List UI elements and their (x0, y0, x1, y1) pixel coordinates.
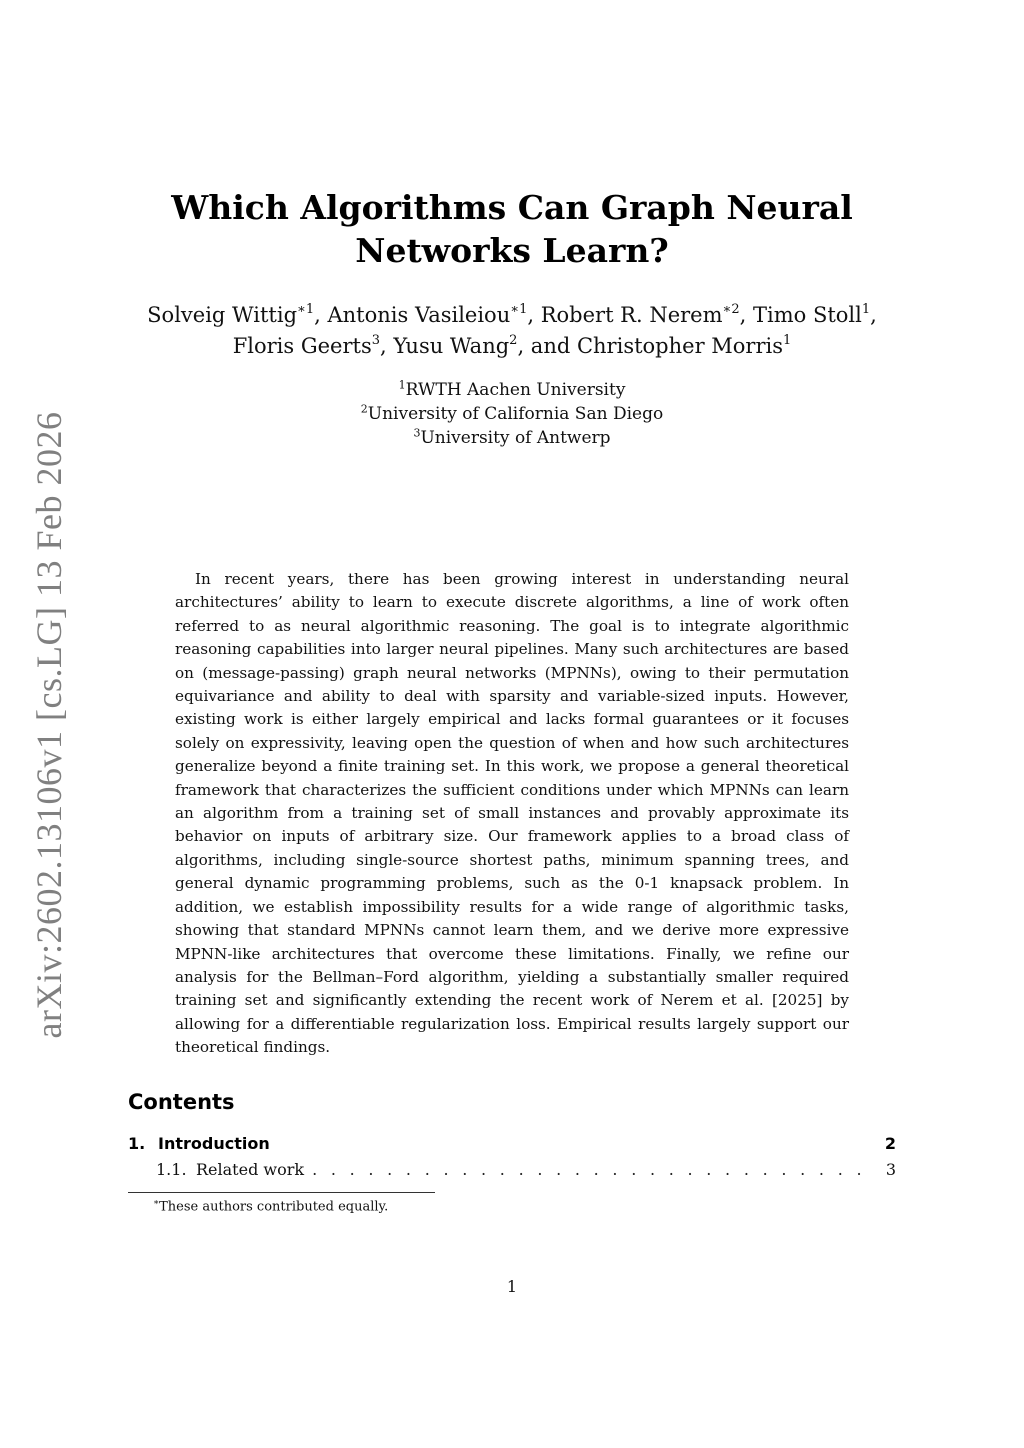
affiliation-mark: 3 (413, 426, 421, 440)
affiliation-name: University of California San Diego (367, 404, 664, 424)
author-line-2 (0, 331, 1024, 362)
toc-entry-related-work[interactable] (128, 1160, 896, 1186)
author-name: Robert R. Nerem (540, 303, 723, 327)
author-name: Antonis Vasileiou (327, 303, 511, 327)
author-line-1 (0, 300, 1024, 331)
affiliation-name: University of Antwerp (420, 428, 611, 448)
author-separator: , (380, 334, 394, 358)
author-mark: ∗1 (297, 302, 315, 317)
affiliation-mark: 2 (360, 402, 368, 416)
abstract: In recent years, there has been growing interest in understanding neural architectures’ ability to learn to execute discrete algorithms, a line of work often referred to as neural algorithmic reasoning. The goal is to integrate algorithmic reasoning capabilities into larger neural pipelines. Many such architectures are based on (message-passing) graph neural networks (MPNNs), owing to their permutation equivariance and ability to deal with sparsity and variable-sized inputs. However, existing work is either largely empirical and lacks formal guarantees or it focuses solely on expressivity, leaving open the question of when and how such architectures generalize beyond a finite training set. In this work, we propose a general theoretical framework that characterizes the sufficient conditions under which MPNNs can learn an algorithm from a training set of small instances and provably approximate its behavior on inputs of arbitrary size. Our framework applies to a broad class of algorithms, including single-source shortest paths, minimum spanning trees, and general dynamic programming problems, such as the 0-1 knapsack problem. In addition, we establish impossibility results for a wide range of algorithmic tasks, showing that standard MPNNs cannot learn them, and we derive more expressive MPNN-like architectures that overcome these limitations. Finally, we refine our analysis for the Bellman–Ford algorithm, yielding a substantially smaller required training set and significantly extending the recent work of Nerem et al. [2025] by allowing for a differentiable regularization loss. Empirical results largely support our theoretical findings. (175, 570, 849, 1057)
paper-title (0, 186, 1024, 272)
contents-heading: Contents (128, 1090, 235, 1114)
author-list (0, 300, 1024, 362)
author-separator: , (739, 303, 753, 327)
author-mark: 3 (371, 333, 381, 348)
footnote (153, 1198, 388, 1214)
toc-entry-number: 1.1. (156, 1160, 187, 1179)
author-mark: 1 (861, 302, 871, 317)
author-name: Floris Geerts (232, 334, 372, 358)
title-line-1: Which Algorithms Can Graph Neural (171, 188, 853, 227)
affiliation (0, 378, 1024, 402)
affiliation-list (0, 378, 1024, 450)
footnote-mark: ∗ (153, 1198, 160, 1208)
toc-entry-page: 3 (885, 1160, 896, 1179)
affiliation (0, 402, 1024, 426)
toc-dot-leader (312, 1160, 872, 1179)
author-mark: ∗2 (722, 302, 740, 317)
author-mark: ∗1 (510, 302, 528, 317)
toc-entry-label: Related work (196, 1160, 305, 1179)
author-name: Timo Stoll (753, 303, 862, 327)
toc-entry-introduction[interactable] (128, 1134, 896, 1160)
page-number: 1 (506, 1277, 518, 1296)
author-separator: , (527, 303, 541, 327)
toc-entry-label: Introduction (158, 1134, 270, 1153)
author-name: Solveig Wittig (147, 303, 298, 327)
author-separator: , and (517, 334, 577, 358)
title-line-2: Networks Learn? (355, 231, 669, 270)
affiliation (0, 426, 1024, 450)
footnote-rule (128, 1192, 435, 1193)
toc-entry-number: 1. (128, 1134, 146, 1153)
arxiv-stamp: arXiv:2602.13106v1 [cs.LG] 13 Feb 2026 (29, 411, 69, 1039)
author-name: Christopher Morris (576, 334, 784, 358)
affiliation-name: RWTH Aachen University (405, 380, 626, 400)
author-mark: 2 (509, 333, 518, 348)
author-name: Yusu Wang (393, 334, 510, 358)
toc-entry-page: 2 (884, 1134, 896, 1153)
affiliation-mark: 1 (398, 378, 406, 392)
table-of-contents (128, 1134, 896, 1186)
author-mark: 1 (783, 333, 792, 348)
author-separator: , (870, 303, 877, 327)
author-separator: , (314, 303, 328, 327)
footnote-text: These authors contributed equally. (159, 1199, 389, 1215)
